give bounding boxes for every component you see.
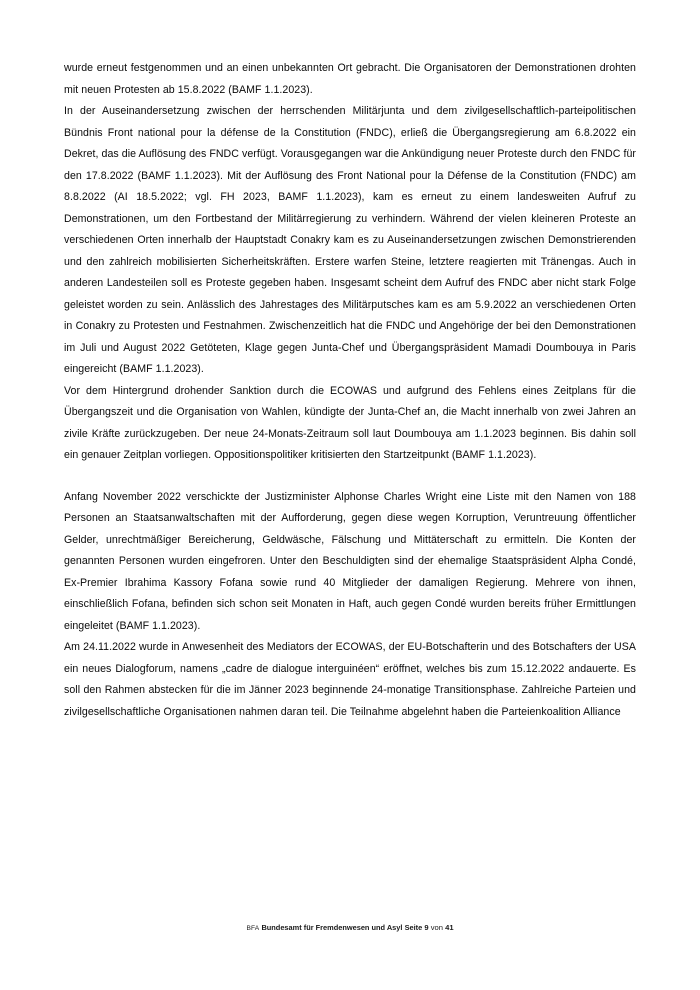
footer-organisation: Bundesamt für Fremdenwesen und Asyl xyxy=(261,923,403,932)
footer-prefix: BFA xyxy=(246,925,260,932)
page-footer xyxy=(0,923,700,932)
footer-page-label: Seite xyxy=(404,923,423,932)
page-body xyxy=(64,58,636,723)
footer-total-pages: 41 xyxy=(445,923,454,932)
footer-of-label: von xyxy=(430,923,443,932)
paragraph: Am 24.11.2022 wurde in Anwesenheit des Mediators der ECOWAS, der EU-Botschafterin und des Botschafters der USA ein neues Dialogforum, namens „cadre de dialogue interguinéen“ eröffnet, welches bis zum 15.12.2022 andauerte. Es soll den Rahmen abstecken für die im Jänner 2023 beginnende 24-monatige Transitionsphase. Zahlreiche Parteien und zivilgesellschaftliche Organisationen nahmen daran teil. Die Teilnahme abgelehnt haben die Parteienkoalition Alliance xyxy=(64,641,636,718)
paragraph: In der Auseinandersetzung zwischen der herrschenden Militärjunta und dem zivilgesellschaftlich-parteipolitischen Bündnis Front national pour la défense de la Constitution (FNDC), erließ die Übergangsregierung am 6.8.2022 ein Dekret, das die Auflösung des FNDC verfügt. Vorausgegangen war die Ankündigung neuer Proteste durch den FNDC für den 17.8.2022 (BAMF 1.1.2023). Mit der Auflösung des Front National pour la Défense de la Constitution (FNDC) am 8.8.2022 (AI 18.5.2022; vgl. FH 2023, BAMF 1.1.2023), kam es erneut zu einem landesweiten Aufruf zu Demonstrationen, um den Fortbestand der Militärregierung zu verhindern. Während der vielen kleineren Proteste an verschiedenen Orten innerhalb der Hauptstadt Conakry kam es zu Auseinandersetzungen zwischen Demonstrierenden und den zahlreich mobilisierten Sicherheitskräften. Erstere warfen Steine, letztere reagierten mit Tränengas. Auch in anderen Landesteilen soll es Proteste gegeben haben. Insgesamt scheint dem Aufruf des FNDC aber nicht stark Folge geleistet worden zu sein. Anlässlich des Jahrestages des Militärputsches kam es am 5.9.2022 an verschiedenen Orten in Conakry zu Protesten und Festnahmen. Zwischenzeitlich hat die FNDC und Angehörige der bei den Demonstrationen im Juli und August 2022 Getöteten, Klage gegen Junta-Chef und Übergangspräsident Mamadi Doumbouya in Paris eingereicht (BAMF 1.1.2023). xyxy=(64,105,636,375)
paragraph: wurde erneut festgenommen und an einen unbekannten Ort gebracht. Die Organisatoren der Demonstrationen drohten mit neuen Protesten ab 15.8.2022 (BAMF 1.1.2023). xyxy=(64,62,636,96)
footer-page-number: 9 xyxy=(424,923,429,932)
paragraph-spacer xyxy=(64,467,636,487)
paragraph: Vor dem Hintergrund drohender Sanktion durch die ECOWAS und aufgrund des Fehlens eines Zeitplans für die Übergangszeit und die Organisation von Wahlen, kündigte der Junta-Chef an, die Macht innerhalb von zwei Jahren an zivile Kräfte zurückzugeben. Der neue 24-Monats-Zeitraum soll laut Doumbouya am 1.1.2023 beginnen. Bis dahin soll ein genauer Zeitplan vorliegen. Oppositionspolitiker kritisierten den Startzeitpunkt (BAMF 1.1.2023). xyxy=(64,384,636,461)
paragraph: Anfang November 2022 verschickte der Justizminister Alphonse Charles Wright eine Liste mit den Namen von 188 Personen an Staatsanwaltschaften mit der Aufforderung, gegen diese wegen Korruption, Veruntreuung öffentlicher Gelder, unrechtmäßiger Bereicherung, Geldwäsche, Fälschung und Mittäterschaft zu ermitteln. Die Konten der genannten Personen wurden eingefroren. Unter den Beschuldigten sind der ehemalige Staatspräsident Alpha Condé, Ex-Premier Ibrahima Kassory Fofana sowie rund 40 Mitglieder der damaligen Regierung. Mehrere von ihnen, einschließlich Fofana, befinden sich schon seit Monaten in Haft, auch gegen Condé wurden bereits früher Ermittlungen eingeleitet (BAMF 1.1.2023). xyxy=(64,490,636,632)
